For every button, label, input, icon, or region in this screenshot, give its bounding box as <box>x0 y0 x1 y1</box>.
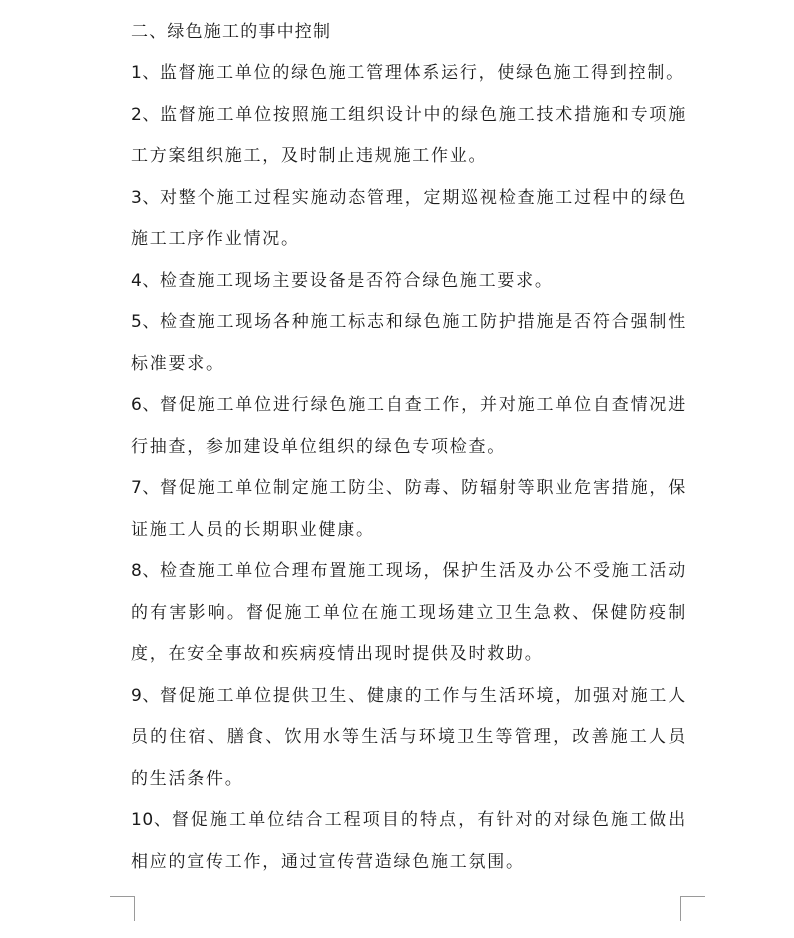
item-number: 5、 <box>131 312 160 332</box>
item-text: 督促施工单位提供卫生、健康的工作与生活环境，加强对施工人员的住宿、膳食、饮用水等生活与环境卫生等管理，改善施工人员的生活条件。 <box>131 685 687 789</box>
list-item <box>131 261 687 303</box>
list-item <box>131 468 687 551</box>
item-number: 6、 <box>131 395 160 415</box>
list-item <box>131 385 687 468</box>
item-number: 9、 <box>131 685 160 706</box>
item-number: 8、 <box>131 561 160 581</box>
item-text: 对整个施工过程实施动态管理，定期巡视检查施工过程中的绿色施工工序作业情况。 <box>131 187 687 249</box>
list-item <box>131 178 687 261</box>
item-number: 3、 <box>131 187 160 208</box>
list-item <box>131 551 687 676</box>
list-item <box>131 95 687 178</box>
document-body <box>131 12 687 883</box>
item-number: 4、 <box>131 270 160 291</box>
list-item <box>131 302 687 385</box>
item-number: 7、 <box>131 478 160 498</box>
item-text: 督促施工单位结合工程项目的特点，有针对的对绿色施工做出相应的宣传工作，通过宣传营造绿色施工氛围。 <box>131 810 687 872</box>
item-number: 10、 <box>131 810 172 830</box>
item-text: 检查施工现场各种施工标志和绿色施工防护措施是否符合强制性标准要求。 <box>131 312 687 374</box>
item-text: 检查施工现场主要设备是否符合绿色施工要求。 <box>159 270 554 291</box>
item-number: 1、 <box>131 63 160 83</box>
item-text: 检查施工单位合理布置施工现场，保护生活及办公不受施工活动的有害影响。督促施工单位在施工现场建立卫生急救、保健防疫制度，在安全事故和疾病疫情出现时提供及时救助。 <box>131 561 687 664</box>
item-text: 监督施工单位按照施工组织设计中的绿色施工技术措施和专项施工方案组织施工，及时制止违规施工作业。 <box>131 104 687 166</box>
margin-corner-mark-left <box>110 896 135 921</box>
item-text: 监督施工单位的绿色施工管理体系运行，使绿色施工得到控制。 <box>159 63 685 83</box>
list-item <box>131 53 687 95</box>
margin-corner-mark-right <box>680 896 705 921</box>
item-text: 督促施工单位进行绿色施工自查工作，并对施工单位自查情况进行抽查，参加建设单位组织的绿色专项检查。 <box>131 395 687 457</box>
section-heading: 二、绿色施工的事中控制 <box>131 22 332 42</box>
list-item <box>131 676 687 801</box>
item-text: 督促施工单位制定施工防尘、防毒、防辐射等职业危害措施，保证施工人员的长期职业健康。 <box>131 478 687 540</box>
list-item <box>131 800 687 883</box>
item-number: 2、 <box>131 104 160 125</box>
